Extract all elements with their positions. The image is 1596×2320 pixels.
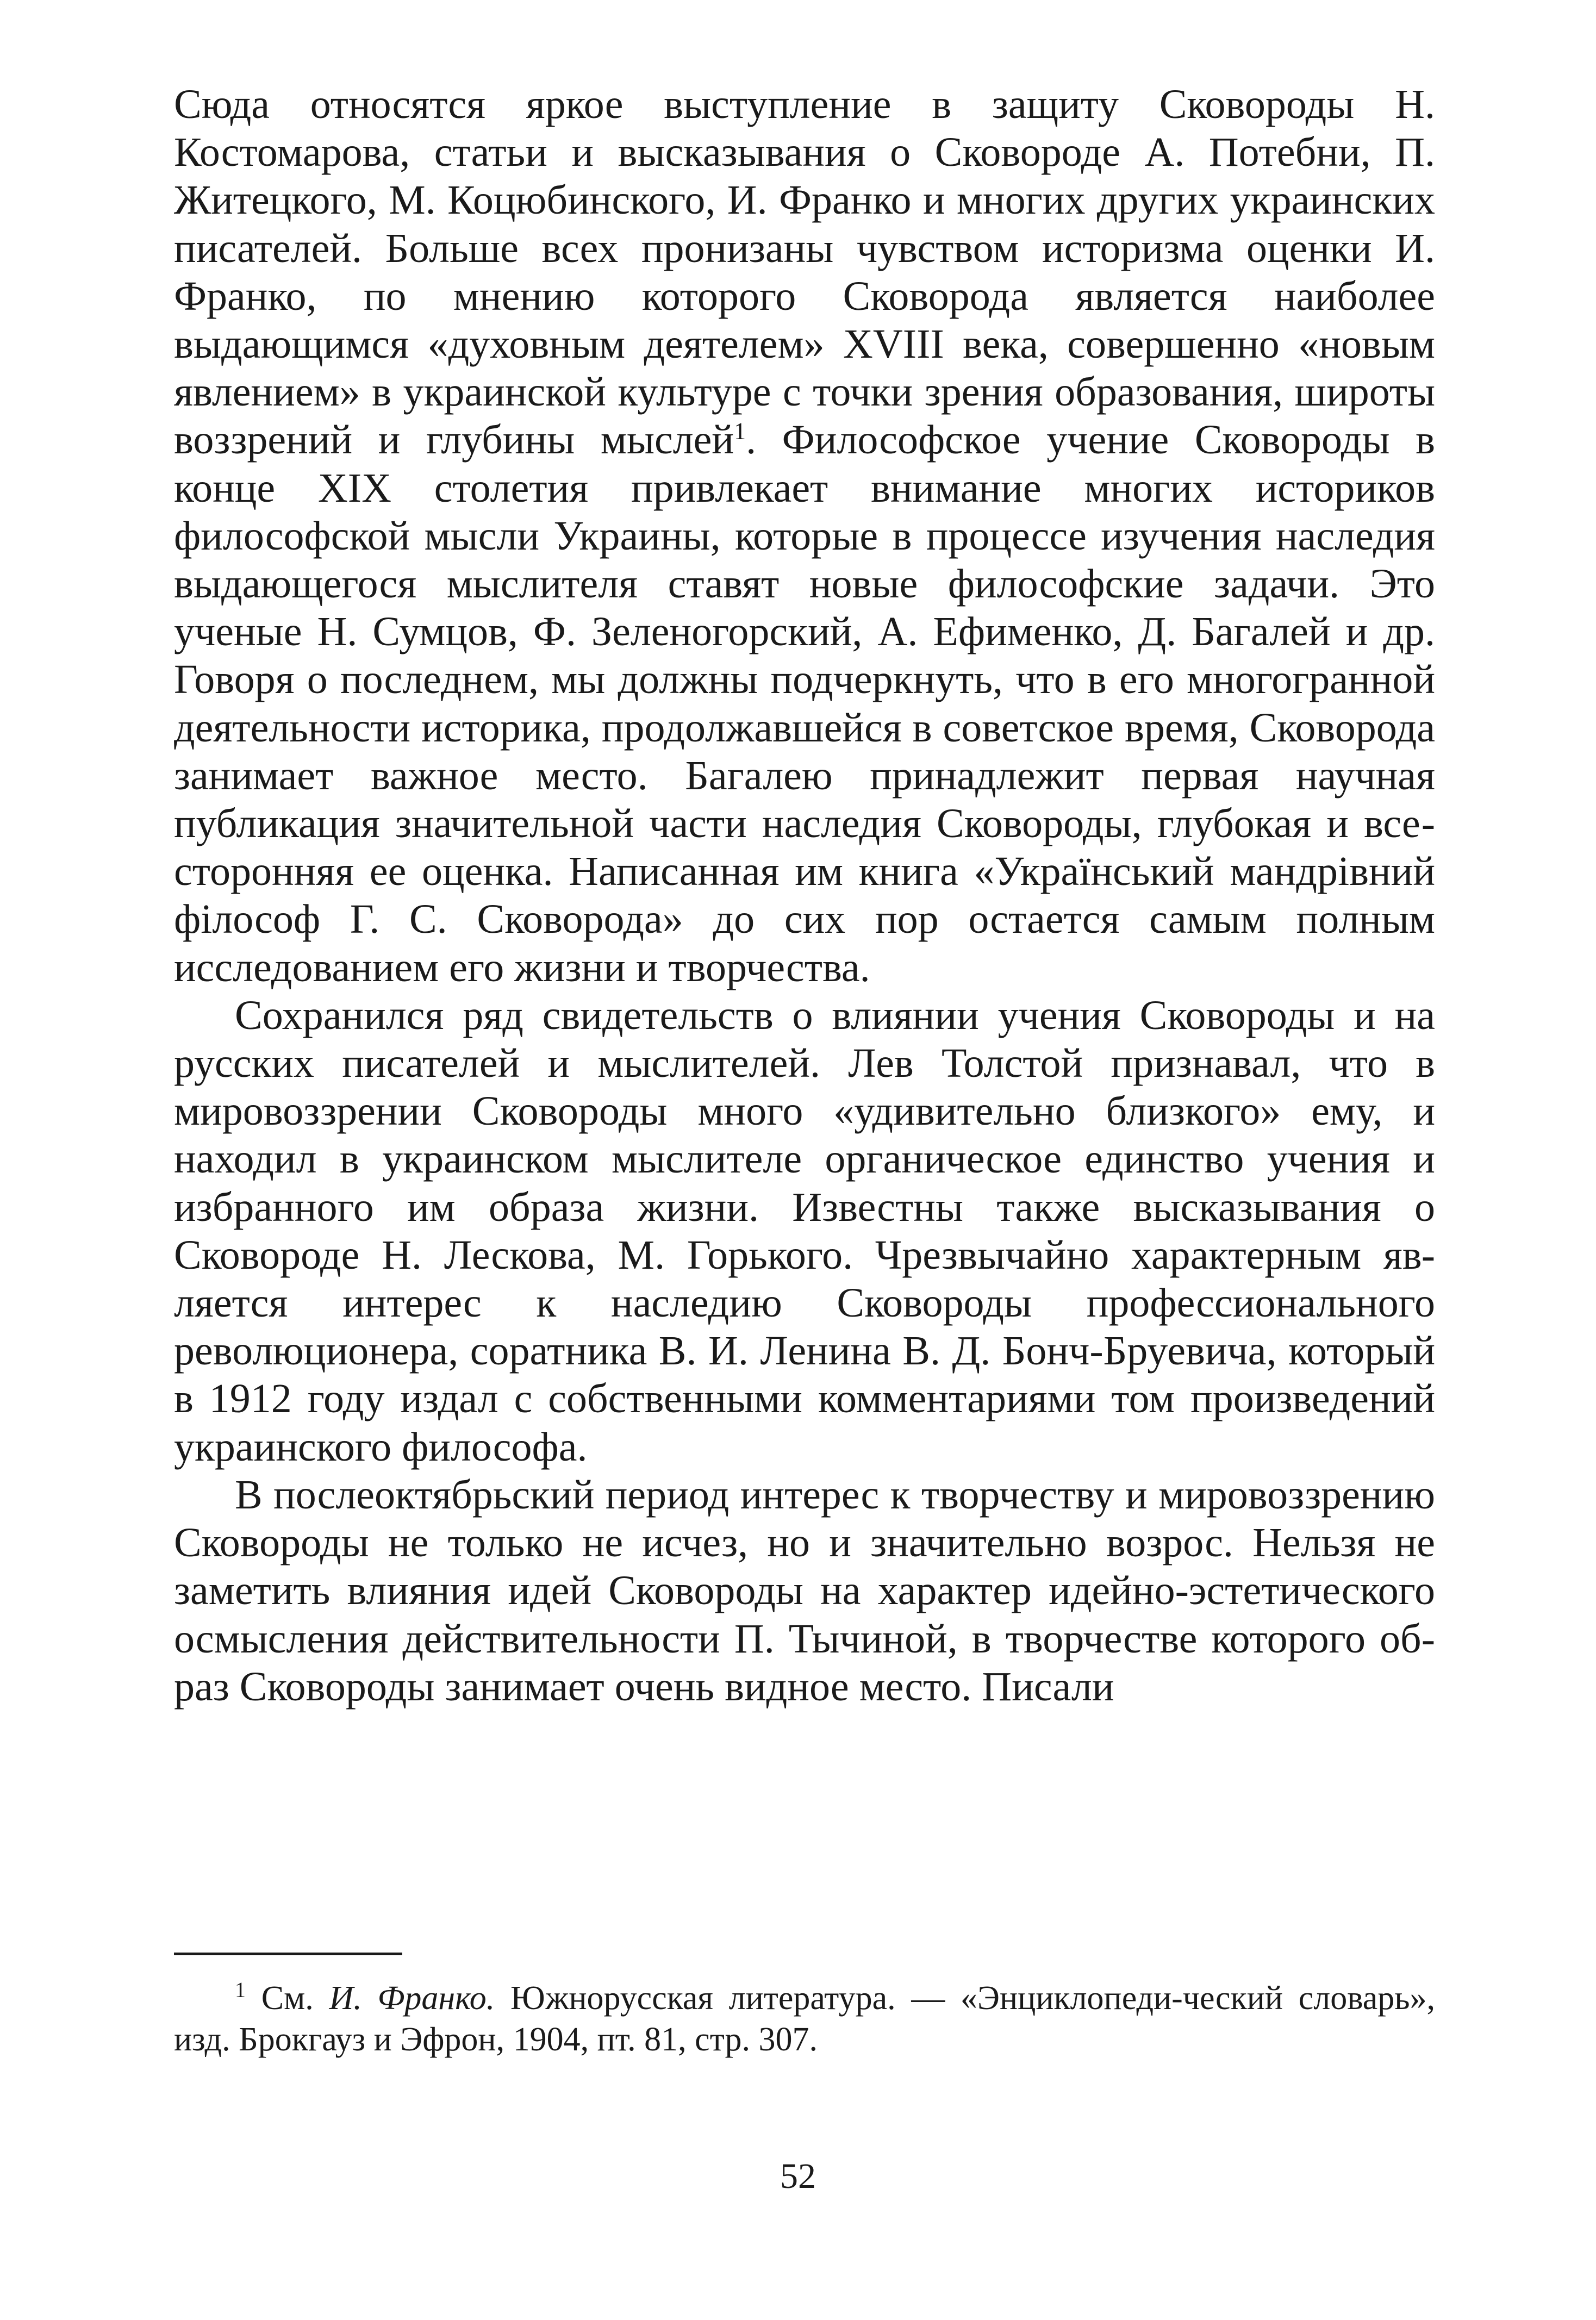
text-line: раз Сковороды занимает очень видное место. Писали bbox=[174, 1663, 1114, 1710]
text-line: Н. Лескова, М. Горького. Чрезвычайно характерным яв bbox=[382, 1232, 1422, 1278]
text-line: . Философское bbox=[746, 417, 1047, 463]
text-line: значительной части наследия Сковороды, глубокая и все bbox=[395, 801, 1422, 847]
text-line: низаны чувством историзма оценки И. Франко, по мне bbox=[174, 225, 1436, 319]
text-line: мание многих историков философской мысли Украины, bbox=[174, 465, 1435, 559]
text-line: нию которого Сковорода является наиболее выдающимся bbox=[174, 273, 1435, 367]
footnote-author: И. Франко. bbox=[329, 1980, 495, 2017]
paragraph-3: В послеоктябрьский период интерес к творчеству и мировоззрению Сковороды не только не исчез, но и значительно возрос. Нельзя не заметить влияния идей Сковороды на характер идейно-эстетического осмысления действительности П. Тычиной, в творчестве которого образ Сковороды занимает очень видное место. Писали bbox=[174, 1471, 1435, 1710]
page-body bbox=[174, 80, 1435, 1711]
paragraph-1: Сюда относятся яркое выступление в защиту Сковороды Н. Костомарова, статьи и высказывания о Сковороде А. Потебни, П. Житецкого, М. Коцюбинского, И. Франко и многих других украинских писателей. Больше всех пронизаны чувством историзма оценки И. Франко, по мнению которого Сковорода является наиболее выдающимся «духовным деятелем» XVIII века, совершенно «новым явлением» в украинской культуре с точки зрения образования, широты воззрений и глубины мыслей$^1$. Философское учение Сковороды в конце XIX столетия привлекает внимание многих историков философской мысли Украины, которые в процессе изучения наследия выдающегося мыслителя ставят новые философские задачи. Это ученые Н. Сумцов, Ф. Зеленогорский, А. Ефименко, Д. Багалей и др. Говоря о последнем, мы должны подчеркнуть, что в его многогранной деятельности историка, продолжавшейся в советское время, Сковорода занимает важное место. Багалею принадлежит первая научная публикация значительной части наследия Сковороды, глубокая и всесторонняя ее оценка. Написанная им книга «Український мандрівний філософ Г. С. Сковорода» до сих пор остается самым полным исследованием его жизни и творчества. bbox=[174, 82, 1436, 990]
text-line: Сюда относятся яркое выступление в защиту Сковороды bbox=[174, 82, 1395, 127]
footnote-text: Южнорусская литература. — «Энциклопеди-ческий словарь», изд. Брокгауз и Эфрон, 1904, пт. 81, стр. 307. bbox=[174, 1980, 1435, 2058]
footnote-mark: 1 bbox=[235, 1978, 246, 2002]
text-line: Сохранился ряд свидетельств о влиянии учения Сково bbox=[235, 992, 1246, 1038]
footnote bbox=[174, 1978, 1435, 2060]
text-line: мандрівний філософ Г. С. Сковорода» до сих пор остает bbox=[174, 849, 1435, 943]
text-line: и мировоззрению Сковороды не только не исчез, но bbox=[174, 1471, 1435, 1566]
text-line: которые в процессе изучения наследия выдающегося мыс bbox=[174, 513, 1435, 607]
text-line: и многих других украинских писателей. Больше всех про bbox=[174, 177, 1435, 271]
text-line: место. Багалею принадлежит первая научная публикация bbox=[174, 752, 1435, 847]
text-line: тариями том произведений украинского философа. bbox=[174, 1376, 1436, 1470]
text-line: лителя ставят новые философские задачи. Это ученые bbox=[174, 561, 1435, 655]
text-line: лением» в украинской культуре с точки зрения образова bbox=[211, 369, 1210, 415]
text-line: тельно близкого» ему, и находил в украинском мыслителе bbox=[174, 1088, 1435, 1182]
text-line: Н. Сумцов, Ф. Зеленогорский, А. Ефименко, Д. Багалей bbox=[317, 609, 1346, 655]
text-line: революционера, соратника В. И. Ленина В. Д. Бонч-Бруе bbox=[174, 1328, 1186, 1374]
text-line: В послеоктябрьский период интерес к творчеству bbox=[235, 1471, 1126, 1518]
text-line: учение Сковороды в конце XIX столетия привлекает вни bbox=[174, 417, 1435, 511]
text-line: органическое единство учения и избранного им образа bbox=[174, 1136, 1435, 1230]
page-number: 52 bbox=[780, 2156, 816, 2196]
text-line: чества. bbox=[746, 944, 870, 990]
text-line: шейся в советское время, Сковорода занимает важное bbox=[174, 704, 1435, 799]
text-line: признавал, что в мировоззрении Сковороды много «удиви bbox=[174, 1040, 1436, 1134]
paragraph-2: Сохранился ряд свидетельств о влиянии учения Сковороды и на русских писателей и мыслителей. Лев Толстой признавал, что в мировоззрении Сковороды много «удивительно близкого» ему, и находил в украинском мыслителе органическое единство учения и избранного им образа жизни. Известны также высказывания о Сковороде Н. Лескова, М. Горького. Чрезвычайно характерным является интерес к наследию Сковороды профессионального революционера, соратника В. И. Ленина В. Д. Бонч-Бруевича, который в 1912 году издал с собственными комментариями том произведений украинского философа. bbox=[174, 992, 1436, 1470]
footnote-divider bbox=[174, 1953, 402, 1955]
text-line: Сковороды на характер идейно-эстетического осмысления bbox=[174, 1568, 1435, 1662]
text-line: вича, который в 1912 году издал с собственными коммен bbox=[174, 1328, 1435, 1422]
text-line: ся самым полным исследованием его жизни и твор bbox=[174, 896, 1435, 990]
text-line: и значительно возрос. Нельзя не заметить влияния идей bbox=[174, 1520, 1435, 1614]
footnote-reference: 1 bbox=[734, 418, 746, 445]
text-line: роды и на русских писателей и мыслителей. Лев Толстой bbox=[174, 992, 1435, 1087]
text-line: сторонняя ее оценка. Написанная им книга «Український bbox=[174, 849, 1230, 895]
text-line: и др. Говоря о последнем, мы должны подчеркнуть, что bbox=[174, 609, 1436, 703]
text-line: ния, широты воззрений и глубины мыслей bbox=[174, 369, 1435, 463]
text-line: ляется интерес к наследию Сковороды профессионального bbox=[174, 1280, 1435, 1326]
footnote-see: См. bbox=[246, 1980, 329, 2017]
text-line: «духовным деятелем» XVIII века, совершенно «новым яв bbox=[174, 321, 1435, 415]
text-line: Н. Костомарова, статьи и высказывания о Сковороде bbox=[174, 82, 1435, 176]
text-line: в его многогранной деятельности историка, продолжав bbox=[174, 657, 1435, 751]
text-line: жизни. Известны также высказывания о Сковороде bbox=[174, 1184, 1435, 1278]
text-line: А. Потебни, П. Житецкого, М. Коцюбинского, И. Франко bbox=[174, 129, 1435, 223]
text-line: действительности П. Тычиной, в творчестве которого об bbox=[402, 1616, 1422, 1662]
